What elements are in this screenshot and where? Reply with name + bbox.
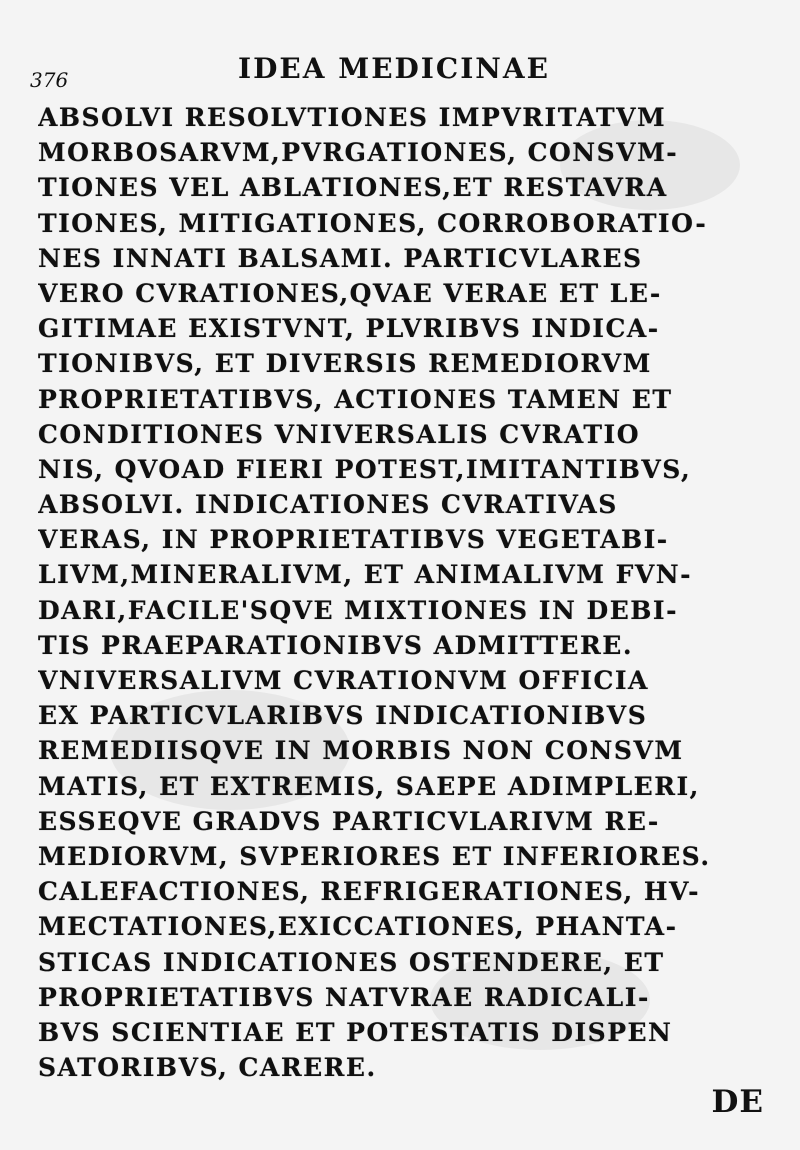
page-number: 376: [30, 68, 69, 92]
text-line: CONDITIONES VNIVERSALIS CVRATIO: [38, 419, 640, 449]
text-line: EX PARTICVLARIBVS INDICATIONIBVS: [38, 701, 648, 731]
text-line: BVS SCIENTIAE ET POTESTATIS DISPEN: [38, 1017, 673, 1047]
text-line: STICAS INDICATIONES OSTENDERE, ET: [38, 947, 665, 977]
text-line: MATIS, ET EXTREMIS, SAEPE ADIMPLERI,: [38, 771, 700, 801]
running-title: IDEA MEDICINAE: [238, 52, 550, 85]
text-line: ABSOLVI RESOLVTIONES IMPVRITATVM: [38, 103, 667, 132]
text-line: CALEFACTIONES, REFRIGERATIONES, HV-: [38, 877, 700, 907]
text-line: PROPRIETATIBVS NATVRAE RADICALI-: [38, 982, 650, 1012]
text-line: DARI,FACILE'SQVE MIXTIONES IN DEBI-: [38, 595, 678, 625]
text-line: TIONIBVS, ET DIVERSIS REMEDIORVM: [38, 349, 652, 379]
text-line: ABSOLVI. INDICATIONES CVRATIVAS: [38, 490, 618, 520]
text-line: TIONES, MITIGATIONES, CORROBORATIO-: [38, 208, 708, 238]
text-line: VNIVERSALIVM CVRATIONVM OFFICIA: [38, 666, 649, 695]
text-line: MORBOSARVM,PVRGATIONES, CONSVM-: [38, 138, 679, 168]
catchword: DE: [711, 1084, 764, 1120]
text-line: REMEDIISQVE IN MORBIS NON CONSVM: [38, 736, 684, 766]
text-line: MEDIORVM, SVPERIORES ET INFERIORES.: [38, 841, 711, 871]
main-text-block: [38, 100, 766, 1085]
text-line: NIS, QVOAD FIERI POTEST,IMITANTIBVS,: [38, 454, 692, 484]
text-line: ESSEQVE GRADVS PARTICVLARIVM RE-: [38, 806, 660, 836]
text-line: VERO CVRATIONES,QVAE VERAE ET LE-: [38, 278, 662, 308]
text-line: LIVM,MINERALIVM, ET ANIMALIVM FVN-: [38, 560, 693, 590]
text-line: PROPRIETATIBVS, ACTIONES TAMEN ET: [38, 384, 673, 414]
text-line: NES INNATI BALSAMI. PARTICVLARES: [38, 243, 643, 273]
text-line: GITIMAE EXISTVNT, PLVRIBVS INDICA-: [38, 314, 660, 344]
text-line: TIS PRAEPARATIONIBVS ADMITTERE.: [38, 630, 634, 660]
text-line: TIONES VEL ABLATIONES,ET RESTAVRA: [38, 173, 668, 203]
text-line: SATORIBVS, CARERE.: [38, 1053, 377, 1083]
text-line: VERAS, IN PROPRIETATIBVS VEGETABI-: [38, 525, 669, 555]
text-line: MECTATIONES,EXICCATIONES, PHANTA-: [38, 912, 678, 942]
